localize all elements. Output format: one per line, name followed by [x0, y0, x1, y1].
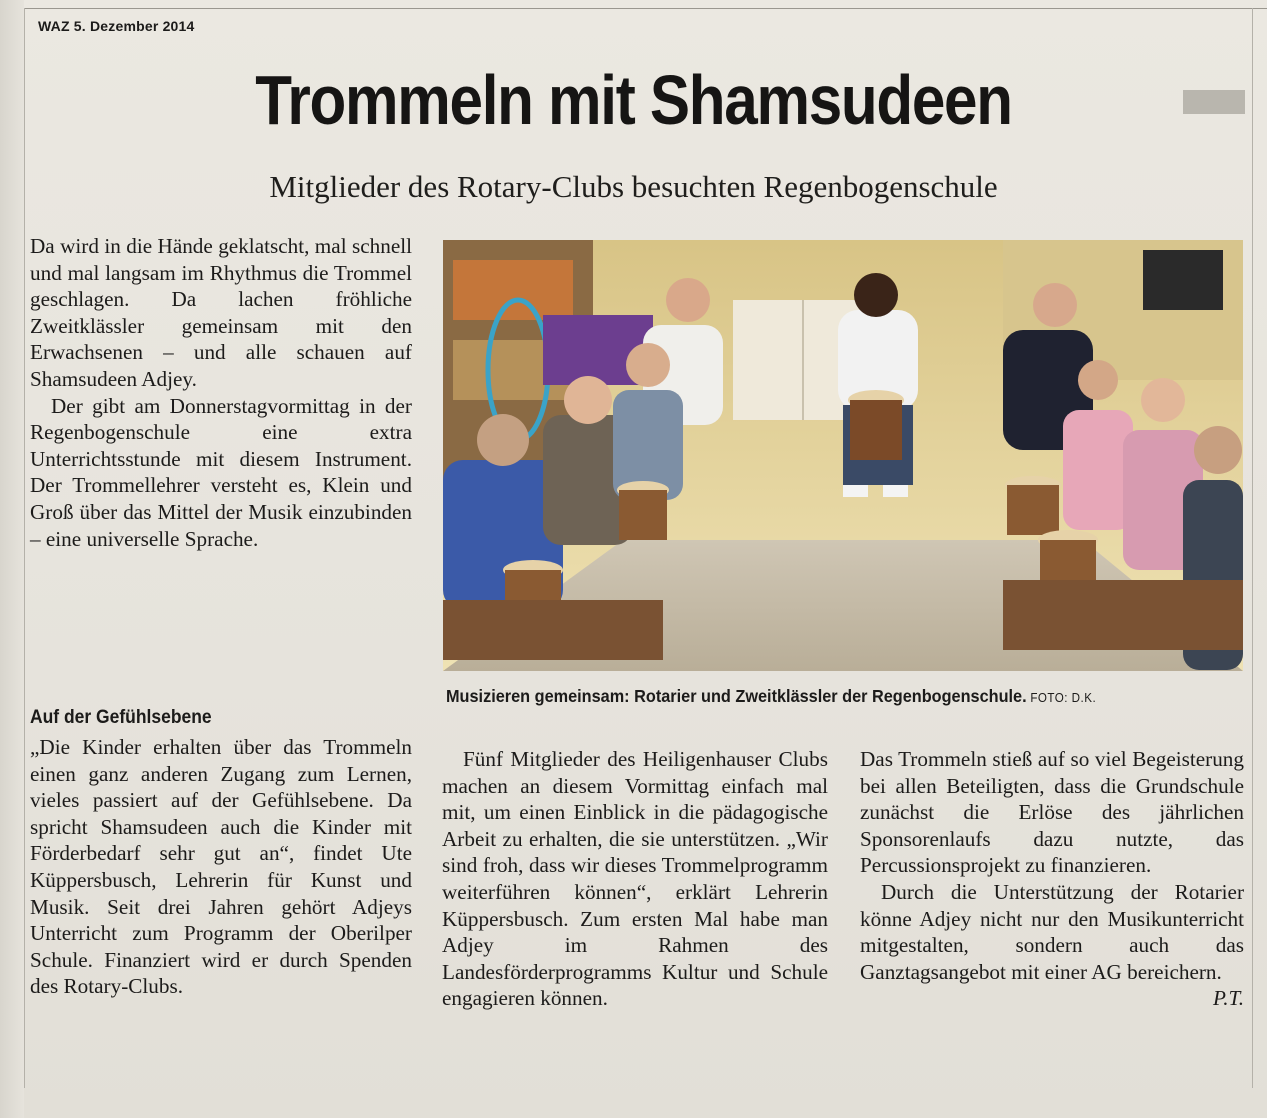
author-initials: P.T.	[1212, 986, 1244, 1011]
bleed-through-box	[1183, 90, 1245, 114]
section-paragraph-last	[860, 879, 1244, 1011]
photo-credit: FOTO: D.K.	[1030, 691, 1097, 705]
intro-column	[30, 233, 412, 552]
headline: Trommeln mit Shamsudeen	[255, 61, 1012, 139]
top-rule	[24, 8, 1267, 9]
photo-caption	[446, 684, 1190, 710]
caption-text: Musizieren gemeinsam: Rotarier und Zweitklässler der Regenbogenschule.	[446, 686, 1027, 706]
intro-paragraph: Da wird in die Hände geklatscht, mal schnell und mal langsam im Rhythmus die Trommel geschlagen. Da lachen fröhliche Zweitklässler gemeinsam mit den Erwachsenen – und alle schauen auf Shamsudeen Adjey.	[30, 234, 412, 391]
section-heading: Auf der Gefühlsebene	[30, 707, 212, 728]
article-photo	[443, 240, 1243, 671]
section-column-3	[860, 746, 1244, 1012]
bleed-through-texture	[10, 400, 30, 460]
intro-paragraph: Der gibt am Donnerstagvormittag in der Regenbogenschule eine extra Unterrichtsstunde mit diesem Instrument. Der Trommellehrer versteht es, Klein und Groß über das Mittel der Musik einzubinden – eine universelle Sprache.	[30, 393, 412, 551]
section-column-2	[442, 746, 828, 1012]
classroom-drum-photo	[443, 240, 1243, 671]
closing-text: Durch die Unterstützung der Rotarier könne Adjey nicht nur den Musikunterricht mitgestalten, sondern auch das Ganztagsangebot mit einer AG bereichern.	[860, 879, 1244, 984]
section-paragraph: Das Trommeln stieß auf so viel Begeisterung bei allen Beteiligten, dass die Grundschule zunächst die Erlöse des jährlichen Sponsorenlaufs dazu nutzte, das Percussionsprojekt zu finanzieren.	[860, 747, 1244, 878]
section-column-1	[30, 734, 412, 1000]
source-line: WAZ 5. Dezember 2014	[38, 18, 195, 34]
section-paragraph: Fünf Mitglieder des Heiligenhauser Clubs machen an diesem Vormittag einfach mal mit, um einen Einblick in die pädagogische Arbeit zu erhalten, die sie unterstützen. „Wir sind froh, dass wir dieses Trommelprogramm weiterführen können“, erklärt Lehrerin Küppersbusch. Zum ersten Mal habe man Adjey im Rahmen des Landesförderprogramms Kultur und Schule engagieren können.	[442, 747, 828, 1011]
section-paragraph: „Die Kinder erhalten über das Trommeln einen ganz anderen Zugang zum Lernen, vieles passiert auf der Gefühlsebene. Da spricht Shamsudeen auch die Kinder mit Förderbedarf sehr gut an“, findet Ute Küppersbusch, Lehrerin für Kunst und Musik. Seit drei Jahren gehört Adjeys Unterricht zum Programm der Oberilper Schule. Finanziert wird er durch Spenden des Rotary-Clubs.	[30, 735, 412, 999]
subheadline: Mitglieder des Rotary-Clubs besuchten Regenbogenschule	[269, 169, 998, 204]
